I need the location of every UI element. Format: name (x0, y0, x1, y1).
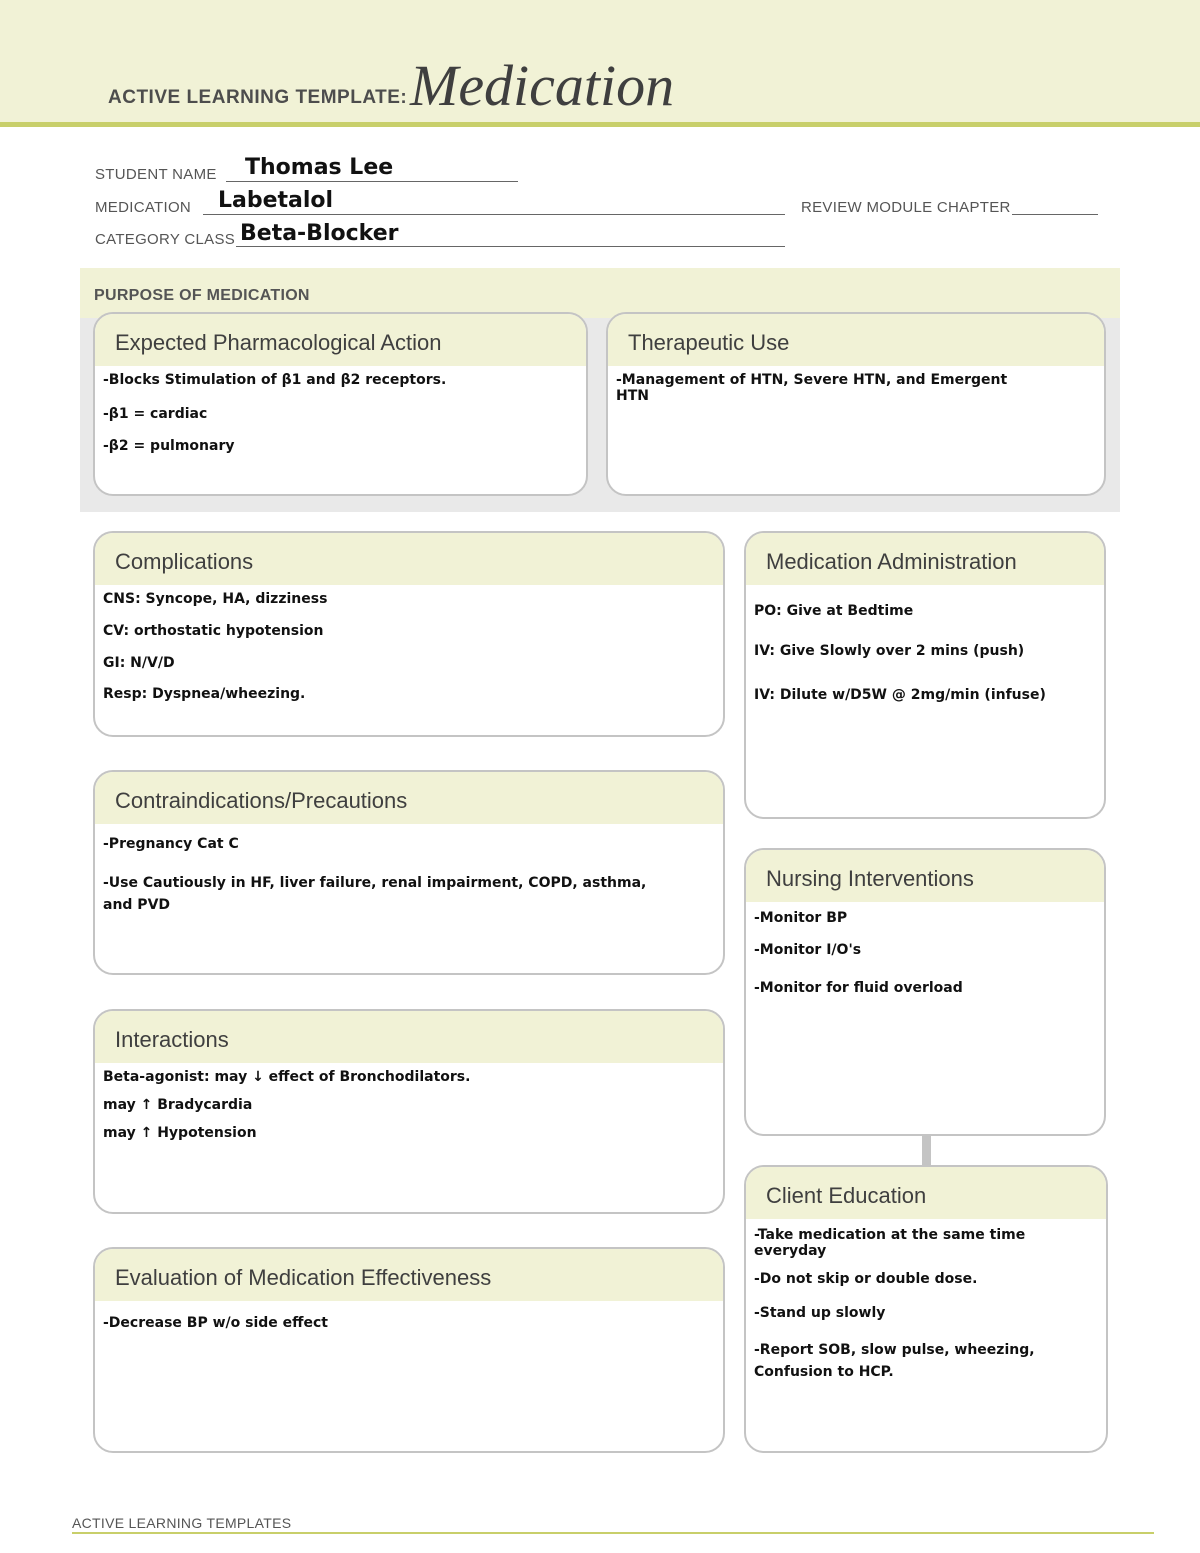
nursing-notes[interactable] (746, 902, 1104, 996)
complications-notes[interactable] (95, 585, 723, 702)
interactions-box (93, 1009, 725, 1214)
note-line: -Take medication at the same time everyday (754, 1227, 1026, 1259)
therapeutic-use-title: Therapeutic Use (628, 330, 790, 355)
administration-notes[interactable] (746, 585, 1104, 703)
note-line: may ↑ Bradycardia (103, 1097, 253, 1113)
interactions-header (95, 1011, 723, 1063)
therapeutic-use-box (606, 312, 1106, 496)
evaluation-title: Evaluation of Medication Effectiveness (115, 1265, 492, 1290)
note-line: -Monitor I/O's (754, 942, 862, 958)
therapeutic-use-header (608, 314, 1104, 366)
category-class-label: CATEGORY CLASS (95, 231, 236, 248)
note-line: -Report SOB, slow pulse, wheezing, Confusion to HCP. (754, 1342, 1035, 1380)
evaluation-notes[interactable] (95, 1301, 723, 1331)
administration-header (746, 533, 1104, 585)
note-line: -Do not skip or double dose. (754, 1271, 978, 1287)
contraindications-header (95, 772, 723, 824)
medication-line (203, 214, 785, 215)
note-line: -Use Cautiously in HF, liver failure, renal impairment, COPD, asthma, and PVD (103, 875, 647, 913)
complications-box (93, 531, 725, 737)
note-line: -β2 = pulmonary (103, 438, 235, 454)
nursing-box (744, 848, 1106, 1136)
note-line: -Monitor BP (754, 910, 848, 926)
evaluation-header (95, 1249, 723, 1301)
client-education-title: Client Education (766, 1183, 927, 1208)
note-line: may ↑ Hypotension (103, 1125, 257, 1141)
footer-label: ACTIVE LEARNING TEMPLATES (72, 1515, 292, 1531)
note-line: CNS: Syncope, HA, dizziness (103, 591, 328, 607)
student-name-line (226, 181, 518, 182)
evaluation-box (93, 1247, 725, 1453)
note-line: -Pregnancy Cat C (103, 836, 239, 852)
complications-header (95, 533, 723, 585)
note-line: Beta-agonist: may ↓ effect of Bronchodilators. (103, 1069, 471, 1085)
expected-action-box (93, 312, 588, 496)
administration-box (744, 531, 1106, 819)
student-name-value[interactable]: Thomas Lee (245, 155, 394, 180)
note-line: IV: Dilute w/D5W @ 2mg/min (infuse) (754, 687, 1046, 703)
footer-rule (72, 1532, 1154, 1534)
review-module-label: REVIEW MODULE CHAPTER (801, 199, 1011, 216)
note-line: CV: orthostatic hypotension (103, 623, 324, 639)
note-line: IV: Give Slowly over 2 mins (push) (754, 643, 1025, 659)
contraindications-title: Contraindications/Precautions (115, 788, 408, 813)
nursing-title: Nursing Interventions (766, 866, 974, 891)
expected-action-header (95, 314, 586, 366)
header-rule (0, 122, 1200, 127)
note-line: -Decrease BP w/o side effect (103, 1315, 328, 1331)
note-line: -Stand up slowly (754, 1305, 886, 1321)
therapeutic-use-notes[interactable] (608, 366, 1104, 404)
purpose-label: PURPOSE OF MEDICATION (94, 287, 310, 304)
category-class-value[interactable]: Beta-Blocker (240, 221, 399, 246)
template-title: Medication (410, 53, 675, 118)
interactions-title: Interactions (115, 1027, 229, 1052)
nursing-header (746, 850, 1104, 902)
contraindications-box (93, 770, 725, 975)
note-line: GI: N/V/D (103, 655, 175, 671)
interactions-notes[interactable] (95, 1063, 723, 1141)
complications-title: Complications (115, 549, 254, 574)
student-name-label: STUDENT NAME (95, 166, 217, 183)
administration-title: Medication Administration (766, 549, 1017, 574)
note-line: -Blocks Stimulation of β1 and β2 receptors. (103, 372, 447, 388)
client-education-header (746, 1167, 1106, 1219)
contraindications-notes[interactable] (95, 824, 723, 916)
note-line: -Monitor for fluid overload (754, 980, 963, 996)
client-education-notes[interactable] (746, 1219, 1106, 1383)
medication-label: MEDICATION (95, 199, 192, 216)
expected-action-notes[interactable] (95, 366, 586, 454)
note-line: -Management of HTN, Severe HTN, and Emergent HTN (616, 372, 1008, 404)
client-education-box (744, 1165, 1108, 1453)
medication-value[interactable]: Labetalol (218, 188, 334, 213)
template-label: ACTIVE LEARNING TEMPLATE: (108, 87, 408, 108)
connector-bar (922, 1136, 931, 1166)
note-line: -β1 = cardiac (103, 406, 208, 422)
note-line: Resp: Dyspnea/wheezing. (103, 686, 306, 702)
expected-action-title: Expected Pharmacological Action (115, 330, 442, 355)
note-line: PO: Give at Bedtime (754, 603, 914, 619)
review-module-line[interactable] (1012, 214, 1098, 215)
category-class-line (236, 246, 785, 247)
